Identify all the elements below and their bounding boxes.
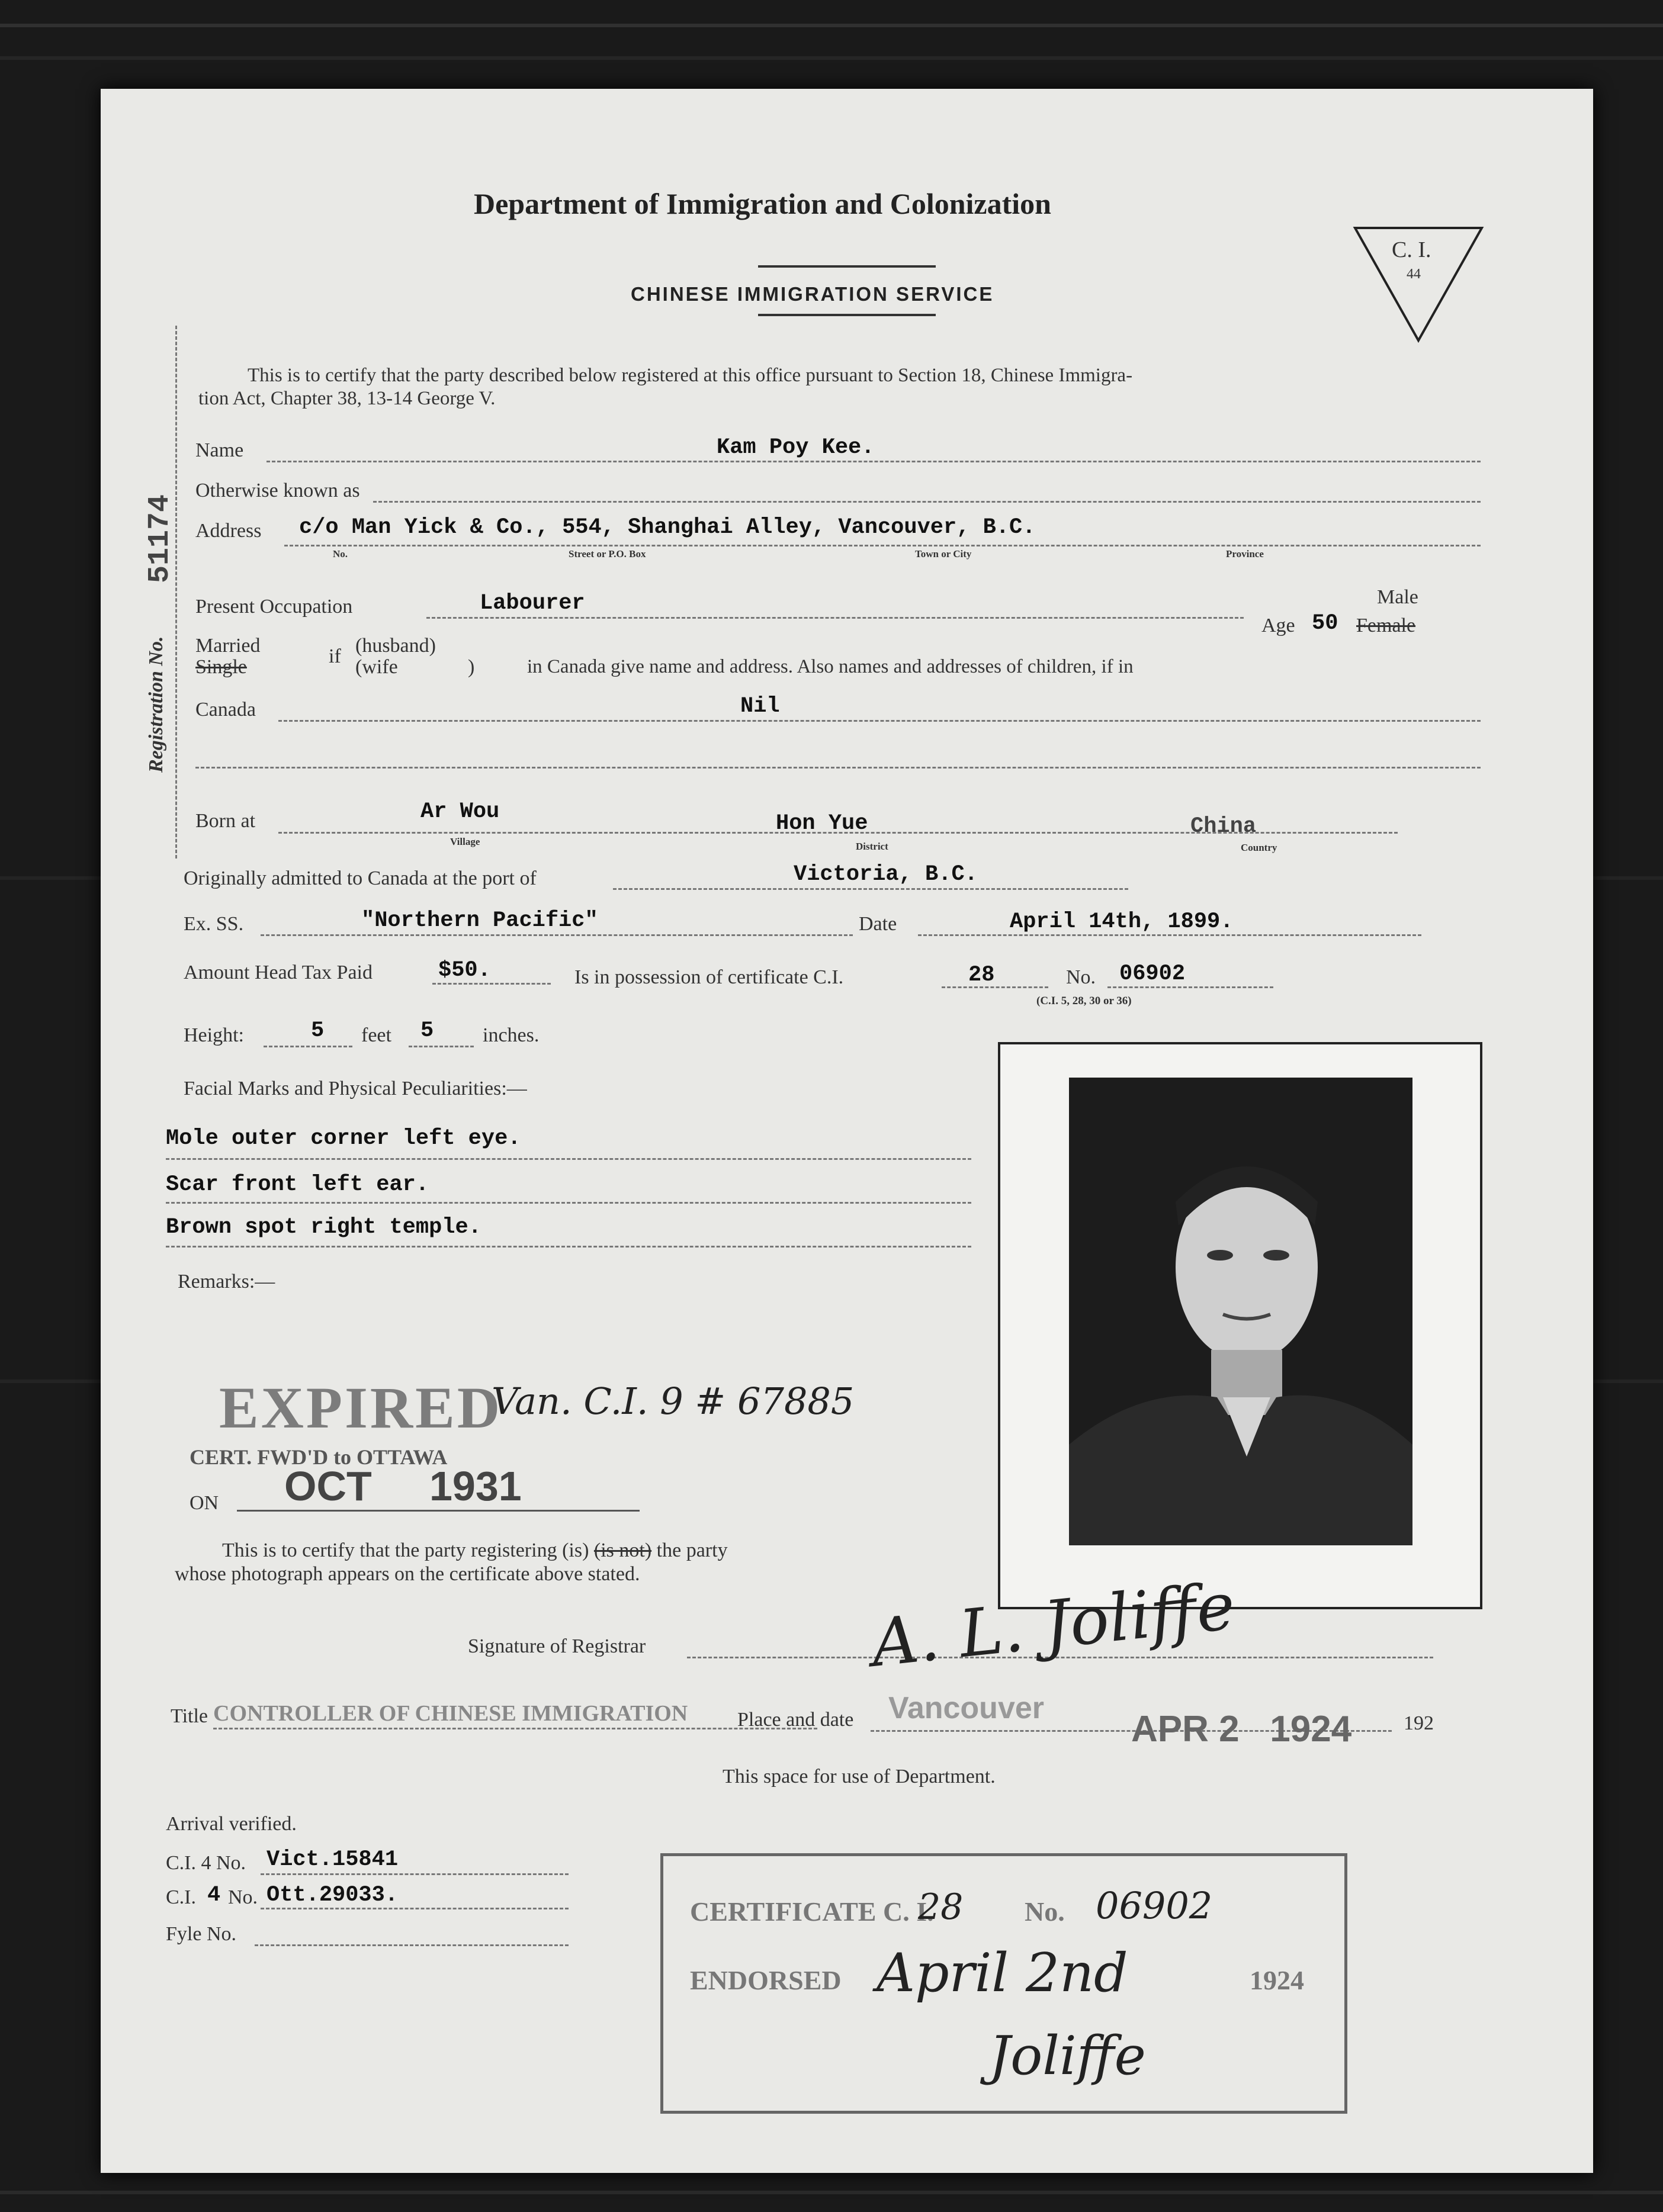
arrival-verified: Arrival verified.	[166, 1813, 297, 1835]
port-value: Victoria, B.C.	[794, 862, 978, 887]
occupation-value: Labourer	[480, 591, 585, 616]
ci-no-line	[1107, 986, 1273, 988]
single-label: Single	[195, 656, 247, 678]
husband-label: (husband)	[355, 635, 436, 657]
is-not-struck: (is not)	[593, 1539, 652, 1561]
canada-line-2	[195, 767, 1481, 769]
certify-photo-line-2: whose photograph appears on the certificate above stated.	[175, 1563, 640, 1585]
registrar-signature: A. L. Joliffe	[867, 1568, 1239, 1681]
born-district: Hon Yue	[776, 811, 868, 836]
department-use-label: This space for use of Department.	[723, 1766, 996, 1787]
registration-number-line	[175, 326, 177, 859]
physical-mark-3: Brown spot right temple.	[166, 1215, 481, 1240]
born-country: China	[1190, 814, 1257, 839]
address-no-caption: No.	[333, 548, 348, 560]
physical-line-1	[166, 1158, 971, 1160]
name-value: Kam Poy Kee.	[717, 435, 875, 460]
name-line	[267, 461, 1481, 462]
born-label: Born at	[195, 810, 256, 832]
head-tax-value: $50.	[438, 958, 491, 983]
date-stamp: APR 2 1924	[1131, 1709, 1352, 1750]
village-caption: Village	[450, 836, 480, 847]
occupation-label: Present Occupation	[195, 596, 353, 618]
on-label: ON	[190, 1492, 219, 1514]
canada-value: Nil	[740, 694, 780, 719]
stamp-no-value: 06902	[1096, 1884, 1213, 1927]
stamp-endorsed-label: ENDORSED	[690, 1965, 842, 1995]
remarks-label: Remarks:—	[178, 1271, 275, 1293]
photo-portrait	[1069, 1078, 1412, 1545]
forwarded-stamp: CERT. FWD'D to OTTAWA	[190, 1445, 448, 1469]
form-code: C. I.	[1392, 237, 1431, 262]
intro-line-1: This is to certify that the party described below registered at this office pursuant to Section 18, Chinese Immigra-	[248, 365, 1133, 386]
on-date-line	[237, 1510, 640, 1512]
ship-label: Ex. SS.	[184, 913, 244, 935]
age-label: Age	[1261, 615, 1295, 636]
applicant-photograph	[1069, 1078, 1412, 1545]
inches-label: inches.	[483, 1024, 540, 1046]
physical-line-3	[166, 1246, 971, 1248]
age-value: 50	[1312, 611, 1338, 636]
certify-photo-line-1: This is to certify that the party registering (is) (is not) the party	[222, 1539, 728, 1561]
on-date-stamp: OCT 1931	[284, 1463, 522, 1509]
feet-value: 5	[311, 1018, 325, 1043]
date-value: April 14th, 1899.	[1010, 909, 1234, 934]
height-label: Height:	[184, 1024, 244, 1046]
intro-line-2: tion Act, Chapter 38, 13-14 George V.	[198, 388, 496, 409]
wife-label: (wife	[355, 656, 398, 678]
possession-label: Is in possession of certificate C.I.	[574, 966, 844, 988]
title-label: Title	[171, 1705, 208, 1727]
stamp-endorsed-value: April 2nd	[877, 1942, 1128, 2004]
sex-male: Male	[1377, 586, 1418, 608]
department-heading: Department of Immigration and Colonization	[474, 187, 1051, 220]
inches-line	[409, 1046, 474, 1047]
year-prefix: 192	[1404, 1712, 1434, 1734]
place-stamp: Vancouver	[888, 1691, 1045, 1725]
ci4b-number: 4	[207, 1883, 221, 1908]
fyle-label: Fyle No.	[166, 1923, 236, 1945]
ci4-label: C.I. 4 No.	[166, 1852, 246, 1874]
country-caption: Country	[1241, 842, 1277, 853]
certificate-page	[101, 89, 1593, 2173]
registration-label: Registration No.	[145, 636, 167, 773]
stamp-signature: Joliffe	[989, 2025, 1146, 2087]
ci-line	[942, 986, 1048, 988]
wife-close: )	[468, 656, 475, 678]
marital-instruction: in Canada give name and address. Also names and addresses of children, if in	[527, 656, 1134, 677]
signature-label: Signature of Registrar	[468, 1635, 646, 1657]
expired-stamp: EXPIRED	[219, 1375, 503, 1441]
address-province-caption: Province	[1226, 548, 1264, 560]
physical-line-2	[166, 1202, 971, 1204]
address-label: Address	[195, 520, 262, 542]
inches-value: 5	[420, 1018, 434, 1043]
ci4-value: Vict.15841	[267, 1847, 399, 1872]
ci-no-value: 06902	[1119, 962, 1186, 986]
remarks-handwritten: Van. C.I. 9 # 67885	[492, 1380, 855, 1423]
port-label: Originally admitted to Canada at the port of	[184, 867, 537, 889]
ci-no-label: No.	[1066, 966, 1096, 988]
service-heading: CHINESE IMMIGRATION SERVICE	[631, 283, 994, 305]
occupation-line	[426, 617, 1244, 619]
stamp-certificate-label: CERTIFICATE C. I.	[690, 1896, 934, 1927]
address-street-caption: Street or P.O. Box	[569, 548, 646, 560]
form-code-number: 44	[1407, 266, 1421, 282]
physical-mark-1: Mole outer corner left eye.	[166, 1126, 521, 1151]
address-town-caption: Town or City	[915, 548, 972, 560]
feet-line	[264, 1046, 352, 1047]
ci-value: 28	[968, 963, 995, 988]
stamp-no-label: No.	[1025, 1896, 1065, 1927]
stamp-ci-value: 28	[918, 1886, 964, 1928]
if-label: if	[329, 645, 341, 667]
stamp-year: 1924	[1250, 1965, 1304, 1995]
registration-number: 51174	[143, 494, 177, 583]
date-line	[918, 934, 1421, 936]
ci4-line	[261, 1873, 569, 1875]
district-caption: District	[856, 841, 888, 852]
otherwise-known-line	[373, 501, 1481, 503]
name-label: Name	[195, 439, 244, 461]
ship-value: "Northern Pacific"	[361, 908, 598, 933]
title-line	[213, 1728, 817, 1729]
ci-options: (C.I. 5, 28, 30 or 36)	[1036, 995, 1132, 1007]
canada-label: Canada	[195, 699, 256, 721]
fyle-line	[255, 1944, 569, 1946]
port-line	[613, 888, 1128, 890]
head-tax-label: Amount Head Tax Paid	[184, 962, 373, 983]
date-label: Date	[859, 913, 897, 935]
sex-female: Female	[1356, 615, 1416, 636]
born-village: Ar Wou	[420, 799, 500, 824]
head-tax-line	[432, 983, 551, 985]
married-label: Married	[195, 635, 261, 657]
ci4b-line	[261, 1908, 569, 1909]
ci4b-label: C.I.	[166, 1886, 196, 1908]
address-value: c/o Man Yick & Co., 554, Shanghai Alley, Vancouver, B.C.	[299, 515, 1036, 540]
ci4b-no-label: No.	[228, 1886, 258, 1908]
ship-line	[261, 934, 853, 936]
physical-label: Facial Marks and Physical Peculiarities:—	[184, 1078, 527, 1099]
heading-rule	[758, 265, 936, 268]
address-line	[284, 545, 1481, 546]
heading-rule-lower	[758, 314, 936, 316]
feet-label: feet	[361, 1024, 391, 1046]
ci4b-value: Ott.29033.	[267, 1883, 399, 1908]
otherwise-known-label: Otherwise known as	[195, 480, 360, 501]
physical-mark-2: Scar front left ear.	[166, 1172, 429, 1197]
title-stamp: CONTROLLER OF CHINESE IMMIGRATION	[213, 1701, 688, 1726]
place-label: Place and date	[737, 1709, 854, 1731]
canada-line	[278, 720, 1481, 722]
